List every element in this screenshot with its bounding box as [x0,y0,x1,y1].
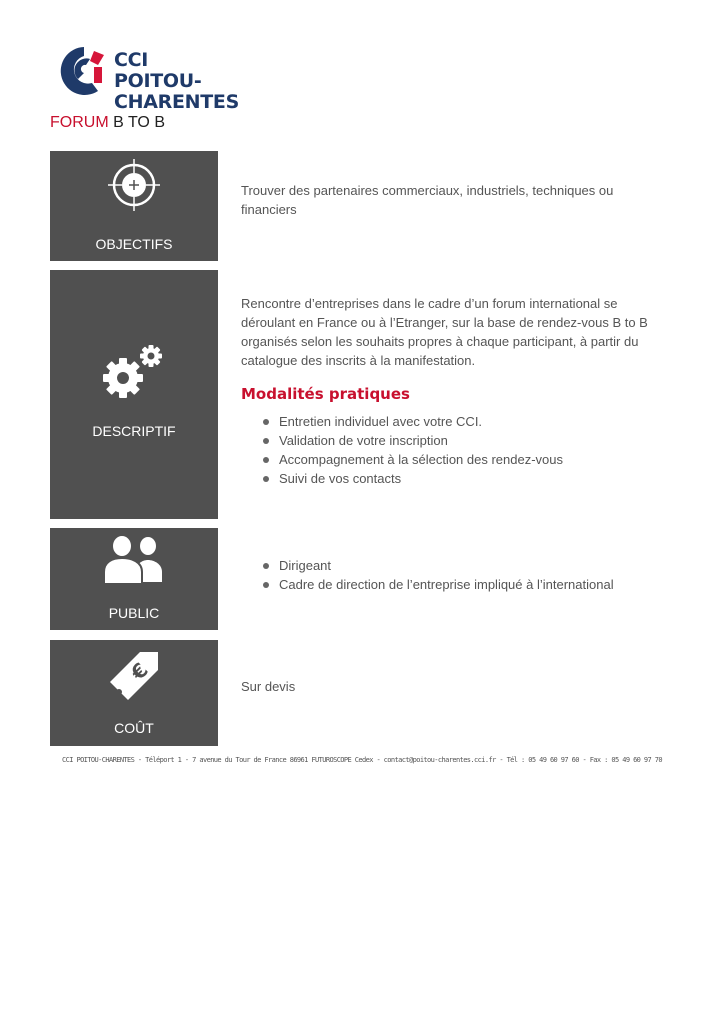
cci-logo [54,43,324,113]
footer-contact: CCI POITOU-CHARENTES - Téléport 1 - 7 avenue du Tour de France 86961 FUTUROSCOPE Cedex - contact@poitou-charentes.cci.fr - Tél : 05 49 60 97 60 - Fax : 05 49 60 97 70 [62,756,662,764]
euro-tag-icon [104,644,164,704]
list-item: Validation de votre inscription [241,431,563,450]
list-item: Accompagnement à la sélection des rendez-vous [241,450,563,469]
logo-line-region: POITOU-CHARENTES [114,70,239,113]
logo-line-cci: CCI [114,49,149,71]
people-icon [102,532,166,586]
objectifs-label: OBJECTIFS [95,236,173,252]
target-icon [106,157,162,213]
logo-text [114,50,324,113]
descriptif-label: DESCRIPTIF [92,423,176,439]
list-item: Suivi de vos contacts [241,469,563,488]
objectifs-text [241,181,661,219]
list-item: Cadre de direction de l’entreprise impliqué à l’international [241,575,614,594]
modalites-list [241,412,563,488]
objectifs-paragraph: Trouver des partenaires commerciaux, industriels, techniques ou financiers [241,183,614,217]
page-title [50,114,165,132]
gears-icon [99,344,169,400]
public-block [50,528,218,630]
modalites-heading: Modalités pratiques [241,385,410,403]
descriptif-text [241,294,661,370]
objectifs-block [50,151,218,261]
public-label: PUBLIC [108,605,160,621]
title-accent: FORUM [50,114,109,131]
public-list [241,556,614,594]
list-item: Entretien individuel avec votre CCI. [241,412,563,431]
cout-text [241,677,661,696]
cout-paragraph: Sur devis [241,679,296,694]
descriptif-block [50,270,218,519]
descriptif-paragraph: Rencontre d’entreprises dans le cadre d’un forum international se déroulant en France ou à l’Etranger, sur la base de rendez-vous B to B organisés selon les souhaits propres à chaque participant, à partir du catalogue des inscrits à la manifestation. [241,296,648,368]
cout-block [50,640,218,746]
list-item: Dirigeant [241,556,614,575]
cout-label: COÛT [114,720,154,736]
cci-logo-icon [54,43,108,99]
title-rest: B TO B [113,114,165,131]
svg-text:€: € [125,657,153,685]
